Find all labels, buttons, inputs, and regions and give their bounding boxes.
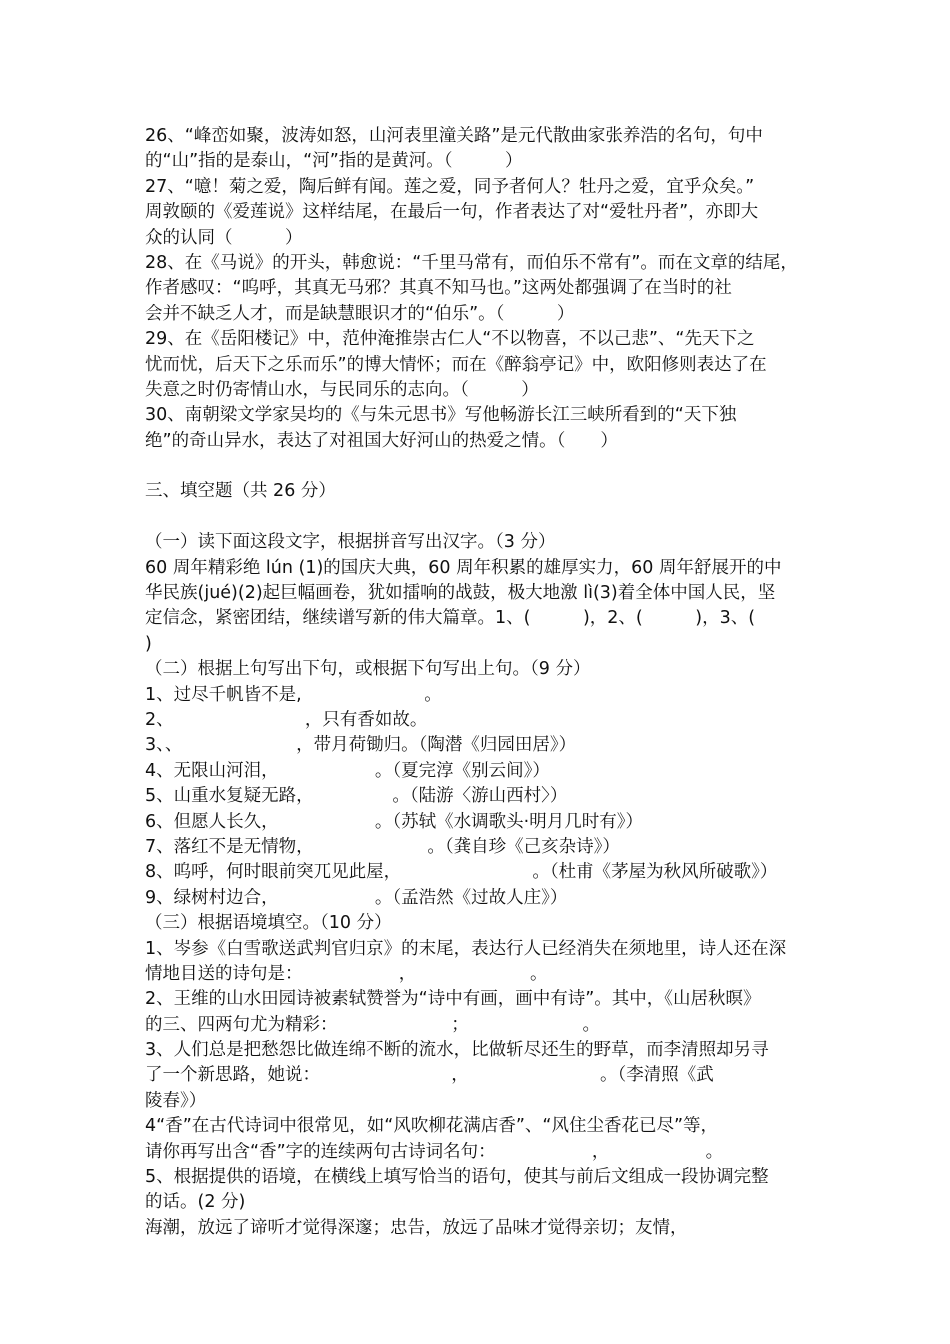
subsection-heading: （一）读下面这段文字，根据拼音写出汉字。（3 分） bbox=[145, 532, 556, 553]
text-line: 绝”的奇山异水，表达了对祖国大好河山的热爱之情。（ ） bbox=[145, 430, 618, 451]
text-line: 4“香”在古代诗词中很常见，如“风吹柳花满店香”、“风住尘香花已尽”等， bbox=[145, 1116, 719, 1137]
text-line: 2、 ，只有香如故。 bbox=[145, 709, 428, 730]
text-line: 请你再写出含“香”字的连续两句古诗词名句： ， 。 bbox=[145, 1141, 724, 1162]
text-line: 60 周年精彩绝 lún (1)的国庆大典，60 周年积累的雄厚实力，60 周年舒展开的中 bbox=[145, 557, 782, 578]
text-line: 2、王维的山水田园诗被素轼赞誉为“诗中有画，画中有诗”。其中，《山居秋暝》 bbox=[145, 989, 761, 1010]
blank-line bbox=[145, 454, 825, 479]
text-line: 众的认同（ ） bbox=[145, 227, 303, 248]
text-line: 8、呜呼，何时眼前突兀见此屋， 。（杜甫《茅屋为秋风所破歌》） bbox=[145, 862, 778, 883]
section-heading: 三、填空题（共 26 分） bbox=[145, 481, 336, 502]
blank-line bbox=[145, 505, 825, 530]
text-line: 失意之时仍寄情山水，与民同乐的志向。（ ） bbox=[145, 379, 539, 400]
text-line: 30、南朝梁文学家吴均的《与朱元思书》写他畅游长江三峡所看到的“天下独 bbox=[145, 405, 737, 426]
text-line: 3、人们总是把愁怨比做连绵不断的流水，比做斩尽还生的野草，而李清照却另寻 bbox=[145, 1040, 769, 1061]
text-line: 忧而忧，后天下之乐而乐”的博大情怀；而在《醉翁亭记》中，欧阳修则表达了在 bbox=[145, 354, 767, 375]
text-line: 周敦颐的《爱莲说》这样结尾，在最后一句，作者表达了对“爱牡丹者”，亦即大 bbox=[145, 202, 759, 223]
text-line: 的三、四两句尤为精彩： ； 。 bbox=[145, 1014, 600, 1035]
text-line: 1、过尽千帆皆不是, 。 bbox=[145, 684, 442, 705]
text-line: 海潮，放远了谛听才觉得深邃；忠告，放远了品味才觉得亲切；友情， bbox=[145, 1217, 688, 1238]
text-line: 3、、 ，带月荷锄归。（陶潜《归园田居》） bbox=[145, 735, 577, 756]
text-line: 5、根据提供的语境，在横线上填写恰当的语句，使其与前后文组成一段协调完整 bbox=[145, 1167, 769, 1188]
text-line: ) bbox=[145, 633, 152, 654]
text-line: 定信念，紧密团结，继续谱写新的伟大篇章。1、( )，2、( )，3、( bbox=[145, 608, 756, 629]
text-line: 陵春》） bbox=[145, 1090, 207, 1111]
text-line: 26、“峰峦如聚，波涛如怒，山河表里潼关路”是元代散曲家张养浩的名句，句中 bbox=[145, 126, 763, 146]
text-line: 28、在《马说》的开头，韩愈说：“千里马常有，而伯乐不常有”。而在文章的结尾， bbox=[145, 252, 798, 273]
subsection-heading: （三）根据语境填空。（10 分） bbox=[145, 913, 392, 934]
text-line: 情地目送的诗句是： ， 。 bbox=[145, 963, 548, 984]
text-line: 29、在《岳阳楼记》中，范仲淹推崇古仁人“不以物喜，不以己悲”、“先天下之 bbox=[145, 329, 755, 350]
text-line: 9、绿树村边合， 。（孟浩然《过故人庄》） bbox=[145, 887, 568, 908]
text-line: 7、落红不是无情物， 。（龚自珍《己亥杂诗》） bbox=[145, 836, 620, 857]
text-line: 华民族(jué)(2)起巨幅画卷，犹如擂响的战鼓，极大地激 lì(3)着全体中国人民，坚 bbox=[145, 583, 776, 604]
text-line: 作者感叹：“呜呼，其真无马邪？其真不知马也。”这两处都强调了在当时的社 bbox=[145, 278, 732, 299]
document-page bbox=[145, 124, 825, 1241]
text-line: 的话。(2 分) bbox=[145, 1192, 246, 1213]
text-line: 5、山重水复疑无路， 。（陆游〈游山西村〉） bbox=[145, 786, 568, 807]
text-line: 1、岑参《白雪歌送武判官归京》的末尾，表达行人已经消失在须地里，诗人还在深 bbox=[145, 938, 787, 959]
text-line: 27、“噫！菊之爱，陶后鲜有闻。莲之爱，同予者何人？牡丹之爱，宜乎众矣。” bbox=[145, 176, 755, 197]
subsection-heading: （二）根据上句写出下句，或根据下句写出上句。（9 分） bbox=[145, 659, 591, 680]
text-line: 4、无限山河泪， 。（夏完淳《别云间》） bbox=[145, 760, 550, 781]
text-line: 了一个新思路，她说： ， 。（李清照《武 bbox=[145, 1065, 714, 1086]
text-line: 会并不缺乏人才，而是缺慧眼识才的“伯乐”。（ ） bbox=[145, 303, 575, 324]
text-line: 的“山”指的是泰山，“河”指的是黄河。（ ） bbox=[145, 151, 523, 172]
text-line: 6、但愿人长久， 。（苏轼《水调歌头·明月几时有》） bbox=[145, 811, 643, 832]
